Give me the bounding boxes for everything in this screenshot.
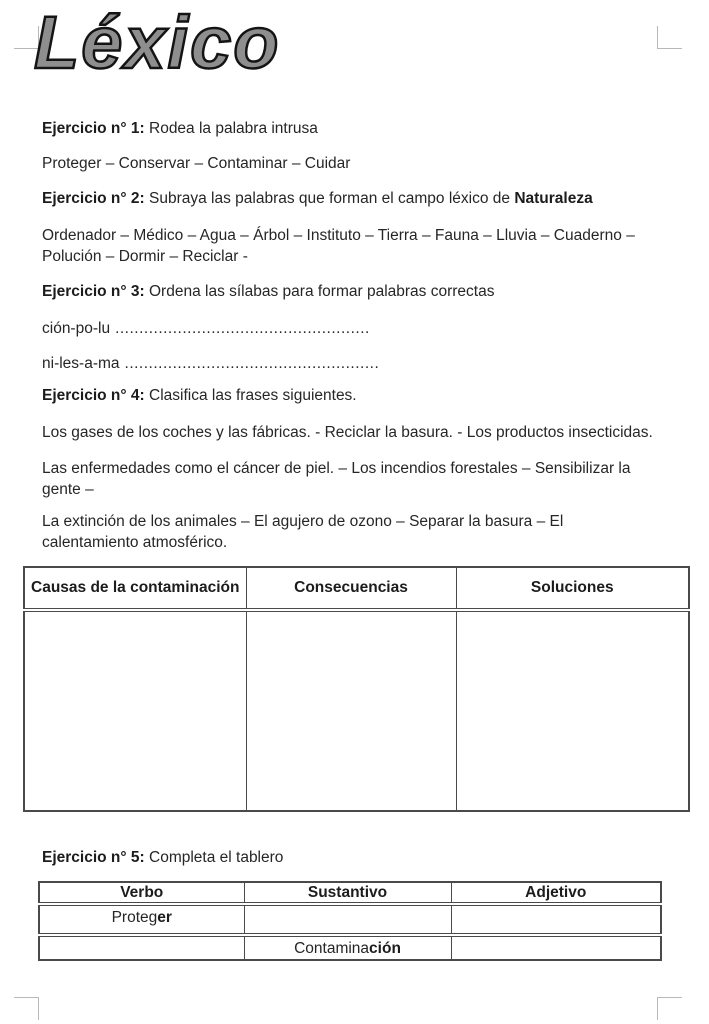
exercise3-heading	[42, 281, 662, 302]
cell-sustantivo-contaminacion	[244, 935, 451, 960]
column-header-sustantivo: Sustantivo	[244, 882, 451, 904]
answer-dotted-line: .....................................................	[124, 355, 380, 372]
exercise5-label: Ejercicio n° 5:	[42, 849, 145, 866]
exercise2-word-list: Ordenador – Médico – Agua – Árbol – Instituto – Tierra – Fauna – Lluvia – Cuaderno – Polución – Dormir – Reciclar -	[42, 227, 635, 265]
column-header-adjetivo: Adjetivo	[451, 882, 661, 904]
exercise3-instruction: Ordena las sílabas para formar palabras correctas	[149, 283, 495, 300]
answer-dotted-line: .....................................................	[115, 320, 370, 337]
exercise4-phrase-group-1: Los gases de los coches y las fábricas. - Reciclar la basura. - Los productos insecticidas.	[42, 424, 653, 441]
column-header-verbo: Verbo	[39, 882, 244, 904]
word-stem: Proteg	[111, 909, 158, 926]
page-title: Léxico	[34, 1, 281, 84]
exercise3-label: Ejercicio n° 3:	[42, 283, 145, 300]
column-header-soluciones: Soluciones	[456, 567, 689, 610]
exercise1-heading	[42, 118, 662, 139]
exercise1-label: Ejercicio n° 1:	[42, 120, 145, 137]
empty-cell-adjetivo	[451, 904, 661, 935]
document-content	[31, 0, 662, 961]
exercise4-instruction: Clasifica las frases siguientes.	[149, 387, 357, 404]
exercise4-phrase-group-3: La extinción de los animales – El agujero de ozono – Separar la basura – El calentamiento atmosférico.	[42, 513, 564, 551]
exercise4-heading	[42, 385, 662, 406]
exercise2-heading	[42, 188, 662, 209]
board-table-row-contaminacion	[39, 935, 661, 960]
exercise4-label: Ejercicio n° 4:	[42, 387, 145, 404]
word-suffix: ción	[369, 939, 401, 957]
syllables-text: ni-les-a-ma	[42, 355, 120, 372]
exercise5-instruction: Completa el tablero	[149, 849, 284, 866]
exercise3-item-1	[42, 318, 662, 339]
classification-table-body-row	[24, 610, 689, 811]
exercise4-phrase-group-2: Las enfermedades como el cáncer de piel. – Los incendios forestales – Sensibilizar la gente –	[42, 460, 631, 498]
exercise2-keyword: Naturaleza	[514, 190, 593, 207]
exercise3-item-2	[42, 353, 662, 374]
empty-cell-causas	[24, 610, 246, 811]
empty-cell-consecuencias	[246, 610, 456, 811]
cell-verbo-proteger	[39, 904, 244, 935]
empty-cell-adjetivo	[451, 935, 661, 960]
empty-cell-sustantivo	[244, 904, 451, 935]
word-family-board-table	[38, 881, 662, 961]
margin-corner-mark-bottom-right	[657, 997, 682, 1020]
exercise1-instruction: Rodea la palabra intrusa	[149, 120, 318, 137]
exercise2-label: Ejercicio n° 2:	[42, 190, 145, 207]
empty-cell-soluciones	[456, 610, 689, 811]
board-table-row-proteger	[39, 904, 661, 935]
classification-table-header-row	[24, 567, 689, 610]
exercise5-heading	[42, 847, 662, 868]
exercise1-word-list: Proteger – Conservar – Contaminar – Cuidar	[42, 155, 351, 172]
column-header-consecuencias: Consecuencias	[246, 567, 456, 610]
word-stem: Contamina	[294, 939, 370, 957]
margin-corner-mark-bottom-left	[14, 997, 39, 1020]
classification-table	[23, 566, 690, 812]
board-table-header-row	[39, 882, 661, 904]
syllables-text: ción-po-lu	[42, 320, 111, 337]
empty-cell-verbo	[39, 935, 244, 960]
exercise2-instruction: Subraya las palabras que forman el campo léxico de	[149, 190, 511, 207]
column-header-causas: Causas de la contaminación	[24, 567, 246, 610]
word-suffix: er	[157, 909, 172, 926]
